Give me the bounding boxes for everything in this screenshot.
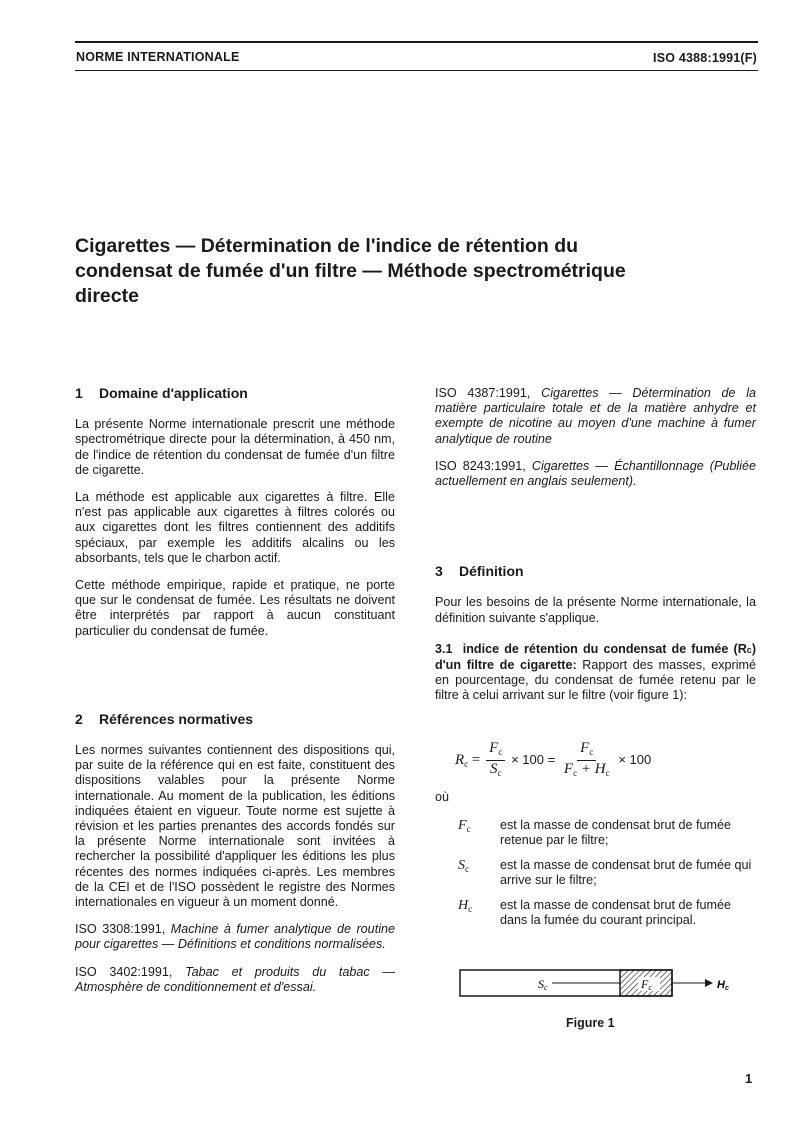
section-title: Références normatives (99, 710, 254, 727)
symbol: H (458, 898, 469, 913)
where-label: où (435, 790, 450, 804)
s-label: Sc (538, 977, 548, 992)
left-column (75, 386, 395, 995)
formula-sub: c (497, 768, 502, 778)
header-top-rule (75, 41, 758, 43)
fraction-2 (561, 740, 613, 781)
fraction-1 (486, 740, 505, 781)
title-line-1: Cigarettes — Détermination de l'indice de rétention du (75, 235, 579, 257)
figure-1-caption: Figure 1 (566, 1016, 615, 1030)
reference-code: ISO 4387:1991, (435, 386, 531, 400)
s3-paragraph-1: Pour les besoins de la présente Norme internationale, la définition suivante s'applique. (435, 595, 756, 625)
def-symbol-h (458, 898, 472, 914)
def-text-f: est la masse de condensat brut de fumée retenue par le filtre; (500, 818, 732, 848)
section-title: Domaine d'application (99, 385, 248, 401)
definition-number: 3.1 (435, 641, 453, 656)
section-title: Définition (459, 563, 524, 580)
figure-1-diagram (455, 962, 755, 1004)
document-title (75, 234, 755, 309)
section-number: 2 (75, 710, 83, 727)
formula-sub: c (605, 768, 610, 778)
section-3-heading (435, 564, 756, 579)
formula-sub: c (589, 747, 594, 757)
symbol: S (458, 858, 465, 873)
s1-paragraph-2: La méthode est applicable aux cigarettes à filtre. Elle n'est pas applicable aux cigarettes à filtres colorés ou aux cigarettes dont les filtres contiennent des additifs spéciaux, par exemple les additifs alcalins ou les absorbants, tels que le charbon actif. (75, 490, 395, 565)
reference-title: Cigarettes — Échantillonnage (Publiée actuellement en anglais seulement). (435, 458, 756, 489)
section-number: 1 (75, 385, 83, 401)
formula-r: R (455, 751, 465, 768)
reference-iso-4387 (435, 386, 756, 447)
reference-code: ISO 8243:1991, (435, 458, 526, 473)
formula-end: × 100 (618, 751, 652, 767)
definition-text: Rapport des masses, exprimé en pourcentage, du condensat de fumée retenu par le filtre à celui arrivant sur le filtre (voir figure 1): (435, 658, 756, 703)
def-text-s: est la masse de condensat brut de fumée qui arrive sur le filtre; (500, 858, 752, 888)
section-1-heading (75, 386, 395, 401)
reference-iso-3308 (75, 922, 395, 952)
header-bottom-rule (75, 70, 758, 71)
symbol-sub: c (468, 904, 473, 914)
section-2-heading (75, 712, 395, 727)
formula-times: × 100 = (511, 751, 556, 767)
f-label: Fc (641, 977, 652, 992)
reference-iso-8243 (435, 459, 756, 489)
retention-formula: $R_c$ = $\frac{F_c}{S_c}$ × 100 = $\frac{F_c}{F_c + H_c}$ × 100 (455, 740, 651, 781)
def-symbol-f (458, 818, 471, 834)
s1-paragraph-1: La présente Norme internationale prescrit une méthode spectrométrique directe pour la détermination, à 450 nm, de l'indice de rétention du condensat de fumée d'un filtre de cigarette. (75, 417, 395, 477)
s2-paragraph-1: Les normes suivantes contiennent des dispositions qui, par suite de la référence qui en est faite, constituent des dispositions valables pour la présente Norme internationale. Au moment de la publication, les éditions indiquées étaient en vigueur. Toute norme est sujette à révision et les parties prenantes des accords fondés sur la présente Norme internationale sont invitées à rechercher la possibilité d'appliquer les éditions les plus récentes des normes indiquées ci-après. Les membres de la CEI et de l'ISO possèdent le registre des Normes internationales en vigueur à un moment donné. (75, 743, 395, 910)
title-line-3: directe (75, 285, 139, 307)
def-symbol-s (458, 858, 469, 874)
page-number: 1 (745, 1071, 753, 1086)
reference-code: ISO 3402:1991, (75, 964, 173, 979)
h-arrow-head (705, 979, 713, 987)
formula-sub: c (498, 747, 503, 757)
formula-sub: c (573, 768, 578, 778)
right-column (435, 386, 756, 704)
formula-f: F (489, 740, 499, 756)
reference-iso-3402 (75, 965, 395, 995)
formula-sub: c (464, 758, 469, 769)
formula-f: F (580, 740, 590, 756)
s1-paragraph-3: Cette méthode empirique, rapide et pratique, ne porte que sur le condensat de fumée. Les résultats ne doivent être interprétés par rapport à aucun constituant particulier du condensat de fumée. (75, 578, 395, 638)
reference-title: Tabac et produits du tabac — Atmosphère de conditionnement et d'essai. (75, 964, 395, 994)
section-number: 3 (435, 563, 443, 580)
formula-plus-h: + H (580, 761, 606, 777)
reference-title: Machine à fumer analytique de routine pour cigarettes — Définitions et conditions normalisées. (75, 922, 395, 952)
formula-f: F (563, 761, 574, 777)
definition-3-1 (435, 642, 756, 704)
def-text-h: est la masse de condensat brut de fumée dans la fumée du courant principal. (500, 898, 732, 928)
definition-term: indice de rétention du condensat de fumée (R (462, 641, 747, 656)
header-right: ISO 4388:1991(F) (653, 51, 757, 65)
symbol-sub: c (465, 864, 469, 874)
symbol: F (458, 818, 467, 833)
definition-term-end: ) d'un filtre de cigarette: (435, 641, 757, 673)
symbol-sub: c (466, 824, 471, 834)
definition-term-subscript: c (746, 644, 752, 655)
title-line-2: condensat de fumée d'un filtre — Méthode spectrométrique (75, 260, 626, 282)
reference-title: Cigarettes — Détermination de la matière particulaire totale et de la matière anhydre et exempte de nicotine au moyen d'une machine à fumer analytique de routine (435, 386, 756, 446)
header-left: NORME INTERNATIONALE (76, 50, 240, 64)
reference-code: ISO 3308:1991, (75, 922, 166, 937)
h-label: Hc (717, 979, 729, 992)
formula-s: S (489, 761, 498, 777)
